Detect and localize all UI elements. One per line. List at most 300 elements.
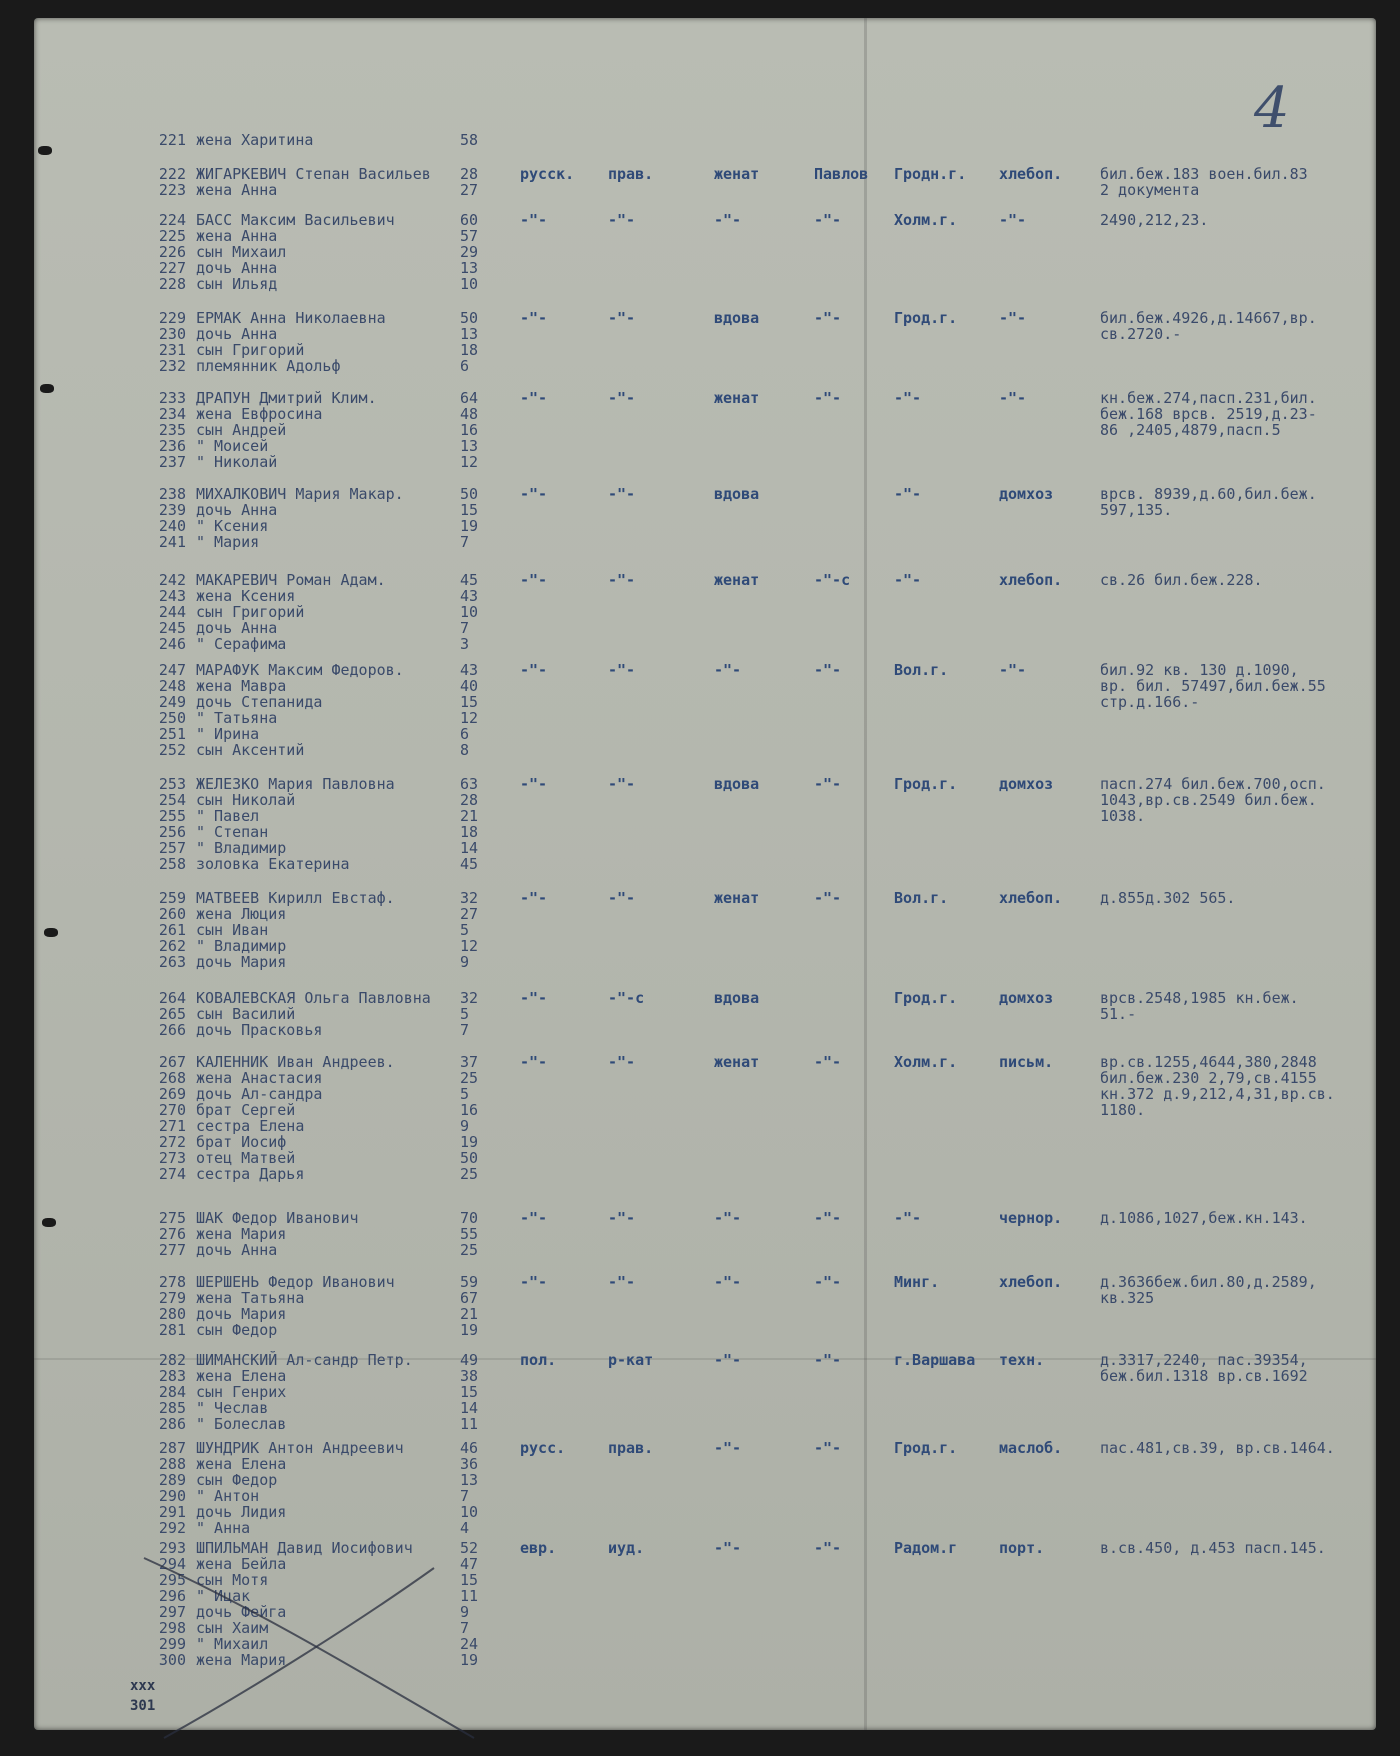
person-age: 32 bbox=[460, 989, 479, 1007]
person-row bbox=[34, 1472, 514, 1488]
person-row bbox=[34, 662, 514, 678]
person-age: 45 bbox=[460, 571, 479, 589]
entry-number: 284 bbox=[158, 1383, 186, 1401]
person-row bbox=[34, 1086, 514, 1102]
entry-number: 235 bbox=[158, 421, 186, 439]
documents-cell: св.26 бил.беж.228. bbox=[1100, 571, 1263, 589]
person-age: 5 bbox=[460, 1005, 470, 1023]
origin-cell: -"- bbox=[814, 889, 842, 907]
entry-number: 297 bbox=[158, 1603, 186, 1621]
religion-cell: -"- bbox=[608, 571, 636, 589]
city-cell: Грод.г. bbox=[894, 989, 958, 1007]
entry-number: 286 bbox=[158, 1415, 186, 1433]
profession-cell: -"- bbox=[999, 661, 1027, 679]
handwritten-page-number: 4 bbox=[1254, 76, 1290, 141]
family-status-cell: -"- bbox=[714, 1539, 742, 1557]
person-name: " Чеслав bbox=[196, 1399, 269, 1417]
person-name: МИХАЛКОВИЧ Мария Макар. bbox=[196, 485, 404, 503]
origin-cell: -"-с bbox=[814, 571, 851, 589]
person-name: дочь Мария bbox=[196, 953, 287, 971]
person-name: " Николай bbox=[196, 453, 278, 471]
entry-number: 281 bbox=[158, 1321, 186, 1339]
religion-cell: прав. bbox=[608, 1439, 654, 1457]
person-age: 25 bbox=[460, 1165, 479, 1183]
person-name: " Татьяна bbox=[196, 709, 278, 727]
person-age: 21 bbox=[460, 1305, 479, 1323]
person-row bbox=[34, 276, 514, 292]
entry-number: 242 bbox=[158, 571, 186, 589]
documents-cell: бил.беж.4926,д.14667,вр. св.2720.- bbox=[1100, 309, 1317, 343]
person-age: 15 bbox=[460, 501, 479, 519]
person-row bbox=[34, 990, 514, 1006]
origin-cell: -"- bbox=[814, 775, 842, 793]
person-name: ДРАПУН Дмитрий Клим. bbox=[196, 389, 377, 407]
person-name: сестра Дарья bbox=[196, 1165, 305, 1183]
family-status-cell: -"- bbox=[714, 1209, 742, 1227]
profession-cell: чернор. bbox=[999, 1209, 1063, 1227]
person-row bbox=[34, 1150, 514, 1166]
person-name: дочь Лидия bbox=[196, 1503, 287, 1521]
entry-number: 233 bbox=[158, 389, 186, 407]
person-age: 12 bbox=[460, 709, 479, 727]
origin-cell: -"- bbox=[814, 389, 842, 407]
city-cell: г.Варшава bbox=[894, 1351, 976, 1369]
person-age: 13 bbox=[460, 1471, 479, 1489]
city-cell: -"- bbox=[894, 1209, 922, 1227]
nationality-cell: -"- bbox=[520, 1209, 548, 1227]
person-name: жена Елена bbox=[196, 1455, 287, 1473]
entry-number: 287 bbox=[158, 1439, 186, 1457]
person-name: сын Григорий bbox=[196, 603, 305, 621]
family-status-cell: -"- bbox=[714, 211, 742, 229]
person-age: 27 bbox=[460, 181, 479, 199]
entry-number: 269 bbox=[158, 1085, 186, 1103]
person-age: 40 bbox=[460, 677, 479, 695]
entry-number: 277 bbox=[158, 1241, 186, 1259]
person-name: дочь Прасковья bbox=[196, 1021, 323, 1039]
person-name: дочь Фейга bbox=[196, 1603, 287, 1621]
person-name: " Моисей bbox=[196, 437, 269, 455]
person-age: 27 bbox=[460, 905, 479, 923]
person-name: БАСС Максим Васильевич bbox=[196, 211, 395, 229]
entry-number: 243 bbox=[158, 587, 186, 605]
family-status-cell: -"- bbox=[714, 1439, 742, 1457]
person-row bbox=[34, 890, 514, 906]
person-age: 52 bbox=[460, 1539, 479, 1557]
person-age: 25 bbox=[460, 1241, 479, 1259]
person-name: жена Харитина bbox=[196, 131, 314, 149]
person-age: 29 bbox=[460, 243, 479, 261]
person-row bbox=[34, 182, 514, 198]
person-age: 9 bbox=[460, 1603, 470, 1621]
entry-number: 255 bbox=[158, 807, 186, 825]
person-name: " Ирина bbox=[196, 725, 260, 743]
person-age: 60 bbox=[460, 211, 479, 229]
entry-number: 245 bbox=[158, 619, 186, 637]
person-name: " Павел bbox=[196, 807, 260, 825]
entry-number: 290 bbox=[158, 1487, 186, 1505]
person-age: 7 bbox=[460, 1487, 470, 1505]
entry-number: 267 bbox=[158, 1053, 186, 1071]
person-name: дочь Ал-сандра bbox=[196, 1085, 323, 1103]
person-age: 14 bbox=[460, 839, 479, 857]
profession-cell: -"- bbox=[999, 211, 1027, 229]
entry-number: 231 bbox=[158, 341, 186, 359]
documents-cell: д.3636беж.бил.80,д.2589, кв.325 bbox=[1100, 1273, 1317, 1307]
religion-cell: -"- bbox=[608, 389, 636, 407]
person-age: 7 bbox=[460, 619, 470, 637]
profession-cell: хлебоп. bbox=[999, 889, 1063, 907]
person-name: " Серафима bbox=[196, 635, 287, 653]
person-row bbox=[34, 1134, 514, 1150]
city-cell: -"- bbox=[894, 571, 922, 589]
person-row bbox=[34, 502, 514, 518]
person-age: 16 bbox=[460, 1101, 479, 1119]
nationality-cell: -"- bbox=[520, 1273, 548, 1291]
person-name: " Мария bbox=[196, 533, 260, 551]
city-cell: Вол.г. bbox=[894, 661, 949, 679]
origin-cell: -"- bbox=[814, 211, 842, 229]
entry-number: 236 bbox=[158, 437, 186, 455]
documents-cell: бил.92 кв. 130 д.1090, вр. бил. 57497,бил.беж.55 стр.д.166.- bbox=[1100, 661, 1326, 711]
religion-cell: -"- bbox=[608, 211, 636, 229]
person-name: жена Ксения bbox=[196, 587, 296, 605]
person-name: дочь Анна bbox=[196, 259, 278, 277]
person-row bbox=[34, 454, 514, 470]
person-age: 8 bbox=[460, 741, 470, 759]
archival-document-page bbox=[34, 18, 1376, 1730]
entry-number: 222 bbox=[158, 165, 186, 183]
entry-number: 298 bbox=[158, 1619, 186, 1637]
person-name: ШЕРШЕНЬ Федор Иванович bbox=[196, 1273, 395, 1291]
documents-cell: д.855д.302 565. bbox=[1100, 889, 1236, 907]
profession-cell: -"- bbox=[999, 389, 1027, 407]
person-age: 12 bbox=[460, 453, 479, 471]
entry-number: 224 bbox=[158, 211, 186, 229]
person-row bbox=[34, 1210, 514, 1226]
person-name: дочь Анна bbox=[196, 619, 278, 637]
religion-cell: р-кат bbox=[608, 1351, 654, 1369]
family-status-cell: женат bbox=[714, 1053, 760, 1071]
entry-number: 248 bbox=[158, 677, 186, 695]
nationality-cell: русск. bbox=[520, 165, 575, 183]
city-cell: Холм.г. bbox=[894, 211, 958, 229]
person-row bbox=[34, 954, 514, 970]
person-row bbox=[34, 938, 514, 954]
entry-number: 228 bbox=[158, 275, 186, 293]
person-row bbox=[34, 1070, 514, 1086]
person-age: 19 bbox=[460, 517, 479, 535]
person-age: 67 bbox=[460, 1289, 479, 1307]
nationality-cell: евр. bbox=[520, 1539, 557, 1557]
entry-number: 226 bbox=[158, 243, 186, 261]
person-age: 16 bbox=[460, 421, 479, 439]
entry-number: 241 bbox=[158, 533, 186, 551]
person-age: 13 bbox=[460, 259, 479, 277]
footer-mark: 301 bbox=[130, 1698, 156, 1714]
nationality-cell: -"- bbox=[520, 389, 548, 407]
profession-cell: -"- bbox=[999, 309, 1027, 327]
person-age: 14 bbox=[460, 1399, 479, 1417]
person-age: 50 bbox=[460, 309, 479, 327]
person-age: 36 bbox=[460, 1455, 479, 1473]
entry-number: 288 bbox=[158, 1455, 186, 1473]
entry-number: 258 bbox=[158, 855, 186, 873]
person-row bbox=[34, 390, 514, 406]
profession-cell: техн. bbox=[999, 1351, 1045, 1369]
religion-cell: -"- bbox=[608, 1209, 636, 1227]
entry-number: 221 bbox=[158, 131, 186, 149]
person-age: 50 bbox=[460, 1149, 479, 1167]
person-age: 9 bbox=[460, 1117, 470, 1135]
entry-number: 230 bbox=[158, 325, 186, 343]
person-row bbox=[34, 792, 514, 808]
nationality-cell: -"- bbox=[520, 889, 548, 907]
person-row bbox=[34, 776, 514, 792]
person-name: сестра Елена bbox=[196, 1117, 305, 1135]
nationality-cell: -"- bbox=[520, 1053, 548, 1071]
entry-number: 261 bbox=[158, 921, 186, 939]
entry-number: 285 bbox=[158, 1399, 186, 1417]
person-row bbox=[34, 326, 514, 342]
person-row bbox=[34, 636, 514, 652]
person-age: 10 bbox=[460, 275, 479, 293]
person-row bbox=[34, 824, 514, 840]
person-name: ЕРМАК Анна Николаевна bbox=[196, 309, 386, 327]
person-name: " Ксения bbox=[196, 517, 269, 535]
person-name: сын Ильяд bbox=[196, 275, 278, 293]
person-name: МАКАРЕВИЧ Роман Адам. bbox=[196, 571, 386, 589]
family-status-cell: женат bbox=[714, 389, 760, 407]
person-name: ЖЕЛЕЗКО Мария Павловна bbox=[196, 775, 395, 793]
person-age: 37 bbox=[460, 1053, 479, 1071]
person-name: жена Евфросина bbox=[196, 405, 323, 423]
entry-number: 272 bbox=[158, 1133, 186, 1151]
person-age: 13 bbox=[460, 325, 479, 343]
documents-cell: 2490,212,23. bbox=[1100, 211, 1209, 229]
city-cell: Грод.г. bbox=[894, 309, 958, 327]
person-age: 55 bbox=[460, 1225, 479, 1243]
family-status-cell: вдова bbox=[714, 775, 760, 793]
origin-cell: -"- bbox=[814, 309, 842, 327]
person-row bbox=[34, 1290, 514, 1306]
person-name: " Ицак bbox=[196, 1587, 251, 1605]
person-age: 9 bbox=[460, 953, 470, 971]
vertical-fold-line bbox=[864, 18, 867, 1730]
person-name: ШПИЛЬМАН Давид Иосифович bbox=[196, 1539, 413, 1557]
person-row bbox=[34, 1520, 514, 1536]
person-row bbox=[34, 260, 514, 276]
family-status-cell: женат bbox=[714, 571, 760, 589]
person-name: сын Михаил bbox=[196, 243, 287, 261]
person-name: сын Андрей bbox=[196, 421, 287, 439]
entry-number: 283 bbox=[158, 1367, 186, 1385]
person-name: брат Иосиф bbox=[196, 1133, 287, 1151]
entry-number: 270 bbox=[158, 1101, 186, 1119]
person-name: жена Бейла bbox=[196, 1555, 287, 1573]
person-name: золовка Екатерина bbox=[196, 855, 350, 873]
person-age: 59 bbox=[460, 1273, 479, 1291]
family-status-cell: женат bbox=[714, 165, 760, 183]
person-name: " Владимир bbox=[196, 937, 287, 955]
person-age: 18 bbox=[460, 823, 479, 841]
entry-number: 282 bbox=[158, 1351, 186, 1369]
person-name: дочь Анна bbox=[196, 1241, 278, 1259]
person-row bbox=[34, 678, 514, 694]
city-cell: Вол.г. bbox=[894, 889, 949, 907]
person-name: сын Генрих bbox=[196, 1383, 287, 1401]
documents-cell: в.св.450, д.453 пасп.145. bbox=[1100, 1539, 1326, 1557]
person-name: сын Аксентий bbox=[196, 741, 305, 759]
person-name: дочь Анна bbox=[196, 501, 278, 519]
person-row bbox=[34, 588, 514, 604]
person-row bbox=[34, 132, 514, 148]
person-row bbox=[34, 1384, 514, 1400]
nationality-cell: -"- bbox=[520, 571, 548, 589]
person-name: сын Хаим bbox=[196, 1619, 269, 1637]
person-row bbox=[34, 212, 514, 228]
profession-cell: маслоб. bbox=[999, 1439, 1063, 1457]
person-row bbox=[34, 726, 514, 742]
entry-number: 291 bbox=[158, 1503, 186, 1521]
profession-cell: домхоз bbox=[999, 775, 1054, 793]
family-status-cell: -"- bbox=[714, 1351, 742, 1369]
religion-cell: прав. bbox=[608, 165, 654, 183]
person-row bbox=[34, 1118, 514, 1134]
person-name: жена Анастасия bbox=[196, 1069, 323, 1087]
person-name: сын Григорий bbox=[196, 341, 305, 359]
person-age: 49 bbox=[460, 1351, 479, 1369]
entry-number: 239 bbox=[158, 501, 186, 519]
nationality-cell: -"- bbox=[520, 989, 548, 1007]
person-row bbox=[34, 310, 514, 326]
person-age: 38 bbox=[460, 1367, 479, 1385]
documents-cell: пасп.274 бил.беж.700,осп. 1043,вр.св.2549 бил.беж. 1038. bbox=[1100, 775, 1326, 825]
person-row bbox=[34, 572, 514, 588]
person-row bbox=[34, 1102, 514, 1118]
person-age: 3 bbox=[460, 635, 470, 653]
entry-number: 244 bbox=[158, 603, 186, 621]
person-name: жена Анна bbox=[196, 227, 278, 245]
nationality-cell: -"- bbox=[520, 775, 548, 793]
person-name: " Антон bbox=[196, 1487, 260, 1505]
origin-cell: -"- bbox=[814, 1053, 842, 1071]
person-age: 43 bbox=[460, 661, 479, 679]
person-name: дочь Анна bbox=[196, 325, 278, 343]
person-row bbox=[34, 694, 514, 710]
person-age: 28 bbox=[460, 791, 479, 809]
person-age: 47 bbox=[460, 1555, 479, 1573]
entry-number: 279 bbox=[158, 1289, 186, 1307]
origin-cell: -"- bbox=[814, 1273, 842, 1291]
person-name: дочь Степанида bbox=[196, 693, 323, 711]
entry-number: 295 bbox=[158, 1571, 186, 1589]
person-row bbox=[34, 1322, 514, 1338]
person-age: 11 bbox=[460, 1415, 479, 1433]
person-age: 7 bbox=[460, 1021, 470, 1039]
entry-number: 276 bbox=[158, 1225, 186, 1243]
person-age: 18 bbox=[460, 341, 479, 359]
entry-number: 232 bbox=[158, 357, 186, 375]
person-row bbox=[34, 1456, 514, 1472]
person-age: 10 bbox=[460, 1503, 479, 1521]
person-row bbox=[34, 486, 514, 502]
entry-number: 223 bbox=[158, 181, 186, 199]
entry-number: 299 bbox=[158, 1635, 186, 1653]
city-cell: -"- bbox=[894, 485, 922, 503]
person-name: жена Люция bbox=[196, 905, 287, 923]
person-age: 24 bbox=[460, 1635, 479, 1653]
person-row bbox=[34, 840, 514, 856]
entry-number: 278 bbox=[158, 1273, 186, 1291]
documents-cell: врсв.2548,1985 кн.беж. 51.- bbox=[1100, 989, 1299, 1023]
entry-number: 229 bbox=[158, 309, 186, 327]
religion-cell: -"- bbox=[608, 775, 636, 793]
person-age: 5 bbox=[460, 1085, 470, 1103]
person-age: 25 bbox=[460, 1069, 479, 1087]
religion-cell: -"- bbox=[608, 1273, 636, 1291]
person-row bbox=[34, 438, 514, 454]
religion-cell: иуд. bbox=[608, 1539, 645, 1557]
documents-cell: врсв. 8939,д.60,бил.беж. 597,135. bbox=[1100, 485, 1317, 519]
person-row bbox=[34, 1504, 514, 1520]
entry-number: 247 bbox=[158, 661, 186, 679]
person-age: 7 bbox=[460, 533, 470, 551]
entry-number: 253 bbox=[158, 775, 186, 793]
person-name: " Степан bbox=[196, 823, 269, 841]
documents-cell: бил.беж.183 воен.бил.83 2 документа bbox=[1100, 165, 1308, 199]
crossed-out-entry-mark bbox=[134, 1548, 494, 1748]
person-age: 43 bbox=[460, 587, 479, 605]
entry-number: 259 bbox=[158, 889, 186, 907]
city-cell: Гродн.г. bbox=[894, 165, 967, 183]
documents-cell: кн.беж.274,пасп.231,бил. беж.168 врсв. 2519,д.23- 86 ,2405,4879,пасп.5 bbox=[1100, 389, 1317, 439]
person-row bbox=[34, 228, 514, 244]
person-age: 19 bbox=[460, 1321, 479, 1339]
entry-number: 265 bbox=[158, 1005, 186, 1023]
nationality-cell: пол. bbox=[520, 1351, 557, 1369]
entry-number: 250 bbox=[158, 709, 186, 727]
entry-number: 293 bbox=[158, 1539, 186, 1557]
family-status-cell: женат bbox=[714, 889, 760, 907]
person-age: 45 bbox=[460, 855, 479, 873]
person-name: сын Федор bbox=[196, 1471, 278, 1489]
religion-cell: -"- bbox=[608, 309, 636, 327]
person-name: жена Мавра bbox=[196, 677, 287, 695]
entry-number: 225 bbox=[158, 227, 186, 245]
origin-cell: Павлов bbox=[814, 165, 869, 183]
person-name: ЖИГАРКЕВИЧ Степан Васильев bbox=[196, 165, 431, 183]
entry-number: 237 bbox=[158, 453, 186, 471]
entry-number: 238 bbox=[158, 485, 186, 503]
person-age: 6 bbox=[460, 357, 470, 375]
person-name: ШИМАНСКИЙ Ал-сандр Петр. bbox=[196, 1351, 413, 1369]
profession-cell: хлебоп. bbox=[999, 571, 1063, 589]
person-name: " Болеслав bbox=[196, 1415, 287, 1433]
person-age: 21 bbox=[460, 807, 479, 825]
person-age: 7 bbox=[460, 1619, 470, 1637]
footer-mark: xxx bbox=[130, 1678, 156, 1694]
entry-number: 280 bbox=[158, 1305, 186, 1323]
origin-cell: -"- bbox=[814, 661, 842, 679]
person-row bbox=[34, 620, 514, 636]
person-name: племянник Адольф bbox=[196, 357, 341, 375]
person-age: 57 bbox=[460, 227, 479, 245]
family-status-cell: вдова bbox=[714, 485, 760, 503]
person-name: сын Федор bbox=[196, 1321, 278, 1339]
nationality-cell: -"- bbox=[520, 211, 548, 229]
person-name: " Анна bbox=[196, 1519, 251, 1537]
